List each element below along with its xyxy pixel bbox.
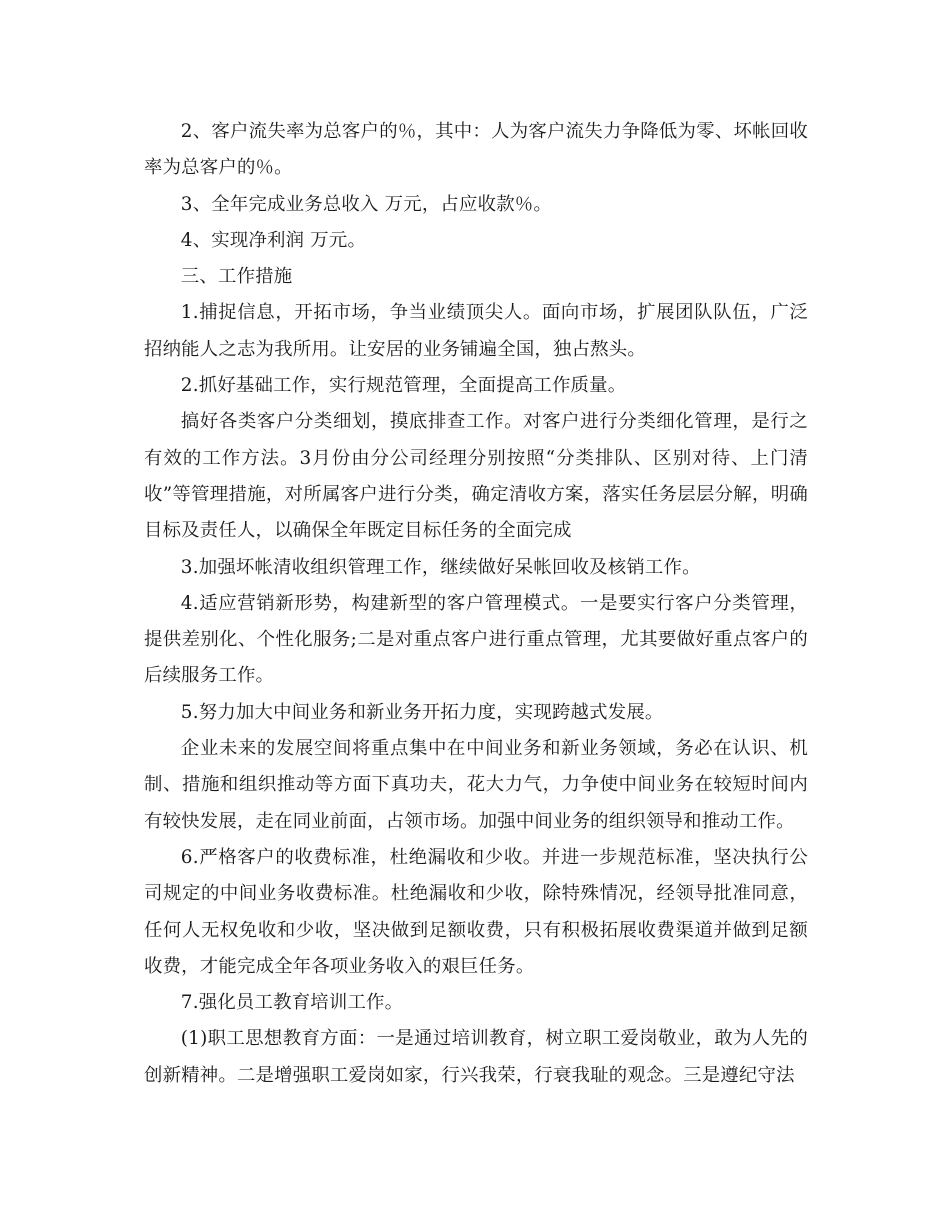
paragraph-measure-7-item-1: (1)职工思想教育方面：一是通过培训教育，树立职工爱岗敬业，敢为人先的创新精神。二是增强职工爱岗如家，行兴我荣，行衰我耻的观念。三是遵纪守法 (144, 1028, 808, 1086)
paragraph-measure-1: 1.捕捉信息，开拓市场，争当业绩顶尖人。面向市场，扩展团队队伍，广泛招纳能人之志为我所用。让安居的业务铺遍全国，独占熬头。 (144, 302, 808, 360)
section-heading-work-measures: 三、工作措施 (180, 266, 293, 288)
paragraph-net-profit: 4、实现净利润 万元。 (180, 229, 367, 251)
paragraph-measure-5: 5.努力加大中间业务和新业务开拓力度，实现跨越式发展。 (180, 701, 664, 723)
paragraph-measure-2: 2.抓好基础工作，实行规范管理，全面提高工作质量。 (180, 375, 627, 397)
paragraph-measure-5-detail: 企业未来的发展空间将重点集中在中间业务和新业务领域，务必在认识、机制、措施和组织推动等方面下真功夫，花大力气，力争使中间业务在较短时间内有较快发展，走在同业前面，占领市场。加强中间业务的组织领导和推动工作。 (144, 738, 808, 832)
document-body (144, 114, 808, 1094)
paragraph-measure-4: 4.适应营销新形势，构建新型的客户管理模式。一是要实行客户分类管理，提供差别化、个性化服务;二是对重点客户进行重点管理，尤其要做好重点客户的后续服务工作。 (144, 592, 808, 687)
paragraph-customer-churn-rate: 2、客户流失率为总客户的％，其中：人为客户流失力争降低为零、坏帐回收率为总客户的％。 (144, 121, 808, 179)
paragraph-measure-3: 3.加强坏帐清收组织管理工作，继续做好呆帐回收及核销工作。 (180, 556, 701, 578)
paragraph-measure-6: 6.严格客户的收费标准，杜绝漏收和少收。并进一步规范标准，坚决执行公司规定的中间业务收费标准。杜绝漏收和少收，除特殊情况，经领导批准同意，任何人无权免收和少收，坚决做到足额收费，只有积极拓展收费渠道并做到足额收费，才能完成全年各项业务收入的艰巨任务。 (144, 846, 808, 977)
paragraph-annual-revenue: 3、全年完成业务总收入 万元，占应收款％。 (180, 193, 552, 215)
paragraph-measure-2-detail: 搞好各类客户分类细划，摸底排查工作。对客户进行分类细化管理，是行之有效的工作方法。3月份由分公司经理分别按照“分类排队、区别对待、上门清收”等管理措施，对所属客户进行分类，确定清收方案，落实任务层层分解，明确目标及责任人，以确保全年既定目标任务的全面完成 (144, 411, 808, 542)
paragraph-measure-7: 7.强化员工教育培训工作。 (180, 992, 404, 1014)
